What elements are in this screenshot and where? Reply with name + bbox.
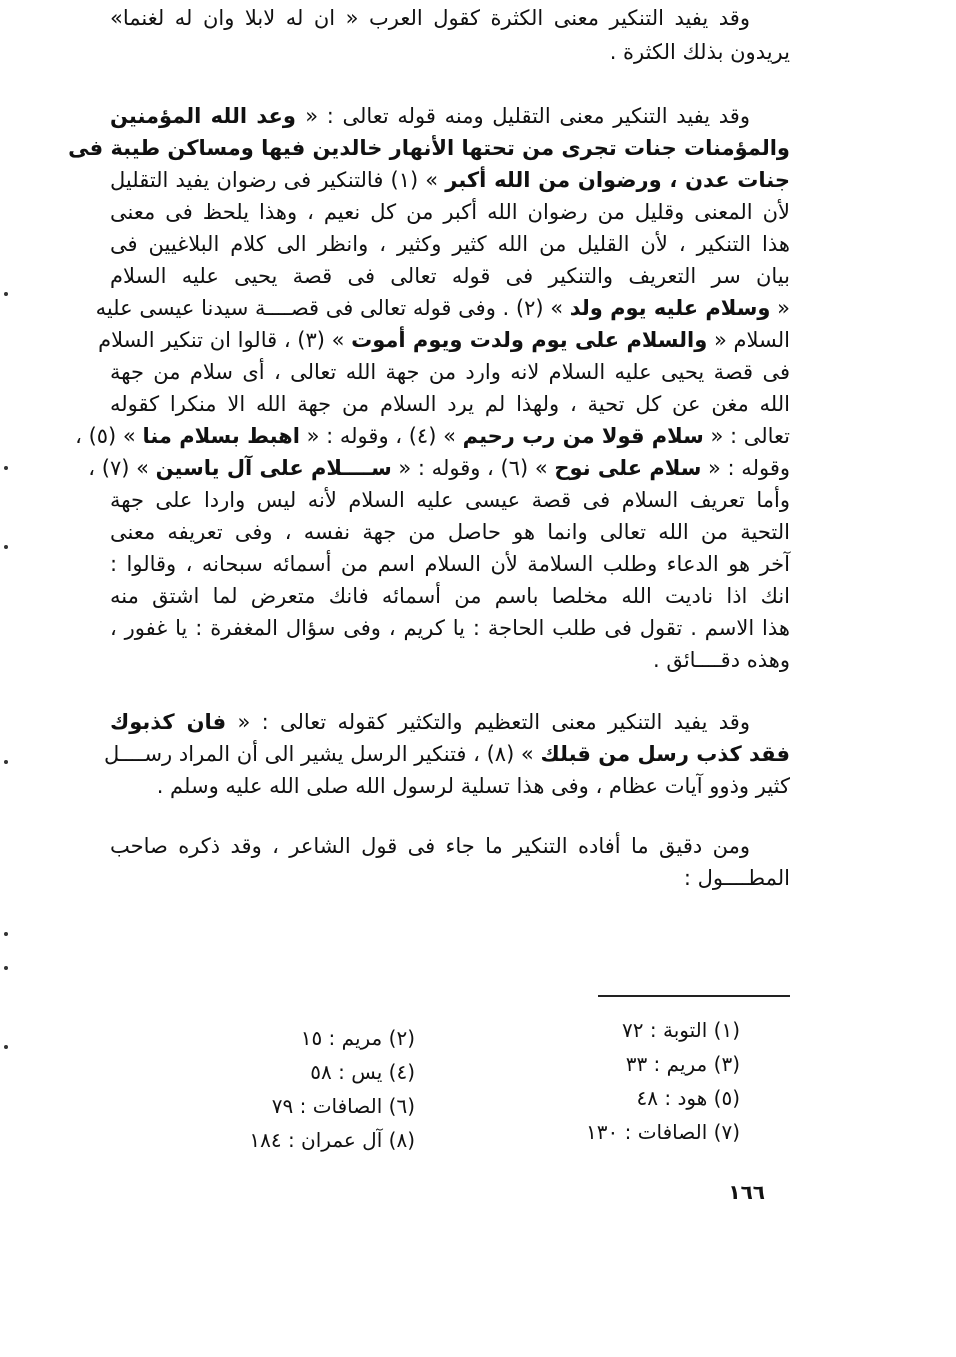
text-segment: وقوله : « (701, 456, 790, 480)
paragraph2-line12 (88, 452, 790, 484)
text-segment: » (٧) ، (88, 456, 156, 480)
paragraph2-line15: آخر هو الدعاء وطلب السلامة لأن السلام اسم من أسمائه سبحانه ، وقالوا : (110, 552, 790, 576)
footnote-1: (١) التوبة : ٧٢ (622, 1018, 740, 1042)
paragraph2-line16: انك اذا ناديت الله مخلصا باسم من أسمائه فانك متعرض لما اشتق منه (110, 584, 790, 608)
scan-mark (4, 466, 8, 470)
paragraph2-line13: وأما تعريف السلام فى قصة عيسى عليه السلام لأنه ليس واردا على جهة (110, 488, 790, 512)
page-number: ١٦٦ (728, 1180, 765, 1204)
paragraph2-line18: وهذه دقــــائق . (652, 648, 790, 672)
paragraph2-line3 (110, 164, 790, 196)
paragraph2-line14: التحية من الله تعالى وانما هو حاصل من جهة نفسه ، وفى تعريفه معنى (110, 520, 790, 544)
text-segment: » (٦) ، وقوله : « (391, 456, 555, 480)
quran-quote: وعد الله المؤمنين (110, 104, 306, 128)
paragraph2-line5: هذا التنكير ، لأن القليل من الله كثير وكثير ، وانظر الى كلام البلاغيين فى (110, 232, 790, 256)
text-segment: تعالى : « (703, 424, 790, 448)
paragraph3-line3: كثير وذوو آيات عظام ، وفى هذا تسلية لرسول الله صلى الله عليه وسلم . (156, 774, 790, 798)
text-segment: السلام « (707, 328, 790, 352)
paragraph2-line11 (75, 420, 790, 452)
scan-mark (4, 966, 8, 970)
paragraph2-line9: فى قصة يحيى عليه السلام لانه وارد من جهة الله تعالى ، أى سلام من جهة (110, 360, 790, 384)
text-segment: » (٨) ، فتنكير الرسل يشير الى أن المراد رســــل (103, 742, 541, 766)
text-segment: وقد يفيد التنكير معنى التقليل ومنه قوله تعالى : « (305, 104, 750, 128)
paragraph3-line1 (110, 706, 790, 738)
text-segment: « (770, 296, 790, 320)
paragraph2-line2: والمؤمنات جنات تجرى من تحتها الأنهار خالدين فيها ومساكن طيبة فى (68, 136, 790, 160)
paragraph2-line17: هذا الاسم . تقول فى طلب الحاجة : يا كريم ، وفى سؤال المغفرة : يا غفور ، (110, 616, 790, 640)
footnote-4: (٤) يس : ٥٨ (310, 1060, 415, 1084)
footnote-separator (598, 995, 790, 997)
scan-mark (4, 545, 8, 549)
paragraph4-line1: ومن دقيق ما أفاده التنكير ما جاء فى قول الشاعر ، وقد ذكره صاحب (110, 834, 750, 858)
paragraph2-line4: لأن المعنى وقليل من رضوان الله أكبر من كل نعيم ، وهذا يلحظ فى معنى (110, 200, 790, 224)
quran-quote: سلام على نوح (554, 456, 702, 480)
paragraph2-line6: بيان سر التعريف والتنكير فى قوله تعالى فى قصة يحيى عليه السلام (110, 264, 790, 288)
text-segment: » (٥) ، (75, 424, 143, 448)
paragraph2-line7 (95, 292, 790, 324)
text-segment: » (٢) . وفى قوله تعالى فى قصــــة سيدنا عيسى عليه (95, 296, 570, 320)
quran-quote: فان كذبوك (110, 710, 227, 734)
scan-mark (4, 760, 8, 764)
footnote-6: (٦) الصافات : ٧٩ (271, 1094, 415, 1118)
paragraph1-line2: يريدون بذلك الكثرة . (609, 40, 790, 64)
text-segment: » (١) فالتنكير فى رضوان يفيد التقليل (110, 168, 446, 192)
scan-mark (4, 932, 8, 936)
footnote-3: (٣) مريم : ٣٣ (625, 1052, 740, 1076)
footnote-5: (٥) هود : ٤٨ (636, 1086, 740, 1110)
footnote-7: (٧) الصافات : ١٣٠ (586, 1120, 740, 1144)
quran-quote: اهبط بسلام منا (142, 424, 300, 448)
text-segment: » (٤) ، وقوله : « (299, 424, 463, 448)
quran-quote: والسلام على يوم ولدت ويوم أموت (351, 328, 708, 352)
footnote-8: (٨) آل عمران : ١٨٤ (249, 1128, 415, 1152)
quran-quote: جنات عدن ، ورضوان من الله أكبر (445, 168, 790, 192)
quran-quote: سلام قولا من رب رحيم (462, 424, 704, 448)
quran-quote: وسلام عليه يوم ولد (569, 296, 771, 320)
scan-mark (4, 292, 8, 296)
footnote-2: (٢) مريم : ١٥ (300, 1026, 415, 1050)
paragraph1-line1: وقد يفيد التنكير معنى الكثرة كقول العرب « ان له لابلا وان له لغنما» (110, 6, 750, 30)
paragraph3-line2 (103, 738, 790, 770)
paragraph4-line2: المطــــول : (683, 866, 790, 890)
paragraph2-line1 (110, 100, 790, 132)
text-segment: » (٣) ، قالوا ان تنكير السلام (98, 328, 352, 352)
paragraph2-line10: الله مغن عن كل تحية ، ولهذا لم يرد السلام من جهة الله الا منكرا كقوله (110, 392, 790, 416)
quran-quote: ســــلام على آل ياسين (155, 456, 392, 480)
paragraph2-line8 (98, 324, 790, 356)
quran-quote: فقد كذب رسل من قبلك (540, 742, 790, 766)
scan-mark (4, 1045, 8, 1049)
text-segment: وقد يفيد التنكير معنى التعظيم والتكثير كقوله تعالى : « (226, 710, 750, 734)
book-page (68, 0, 790, 1357)
